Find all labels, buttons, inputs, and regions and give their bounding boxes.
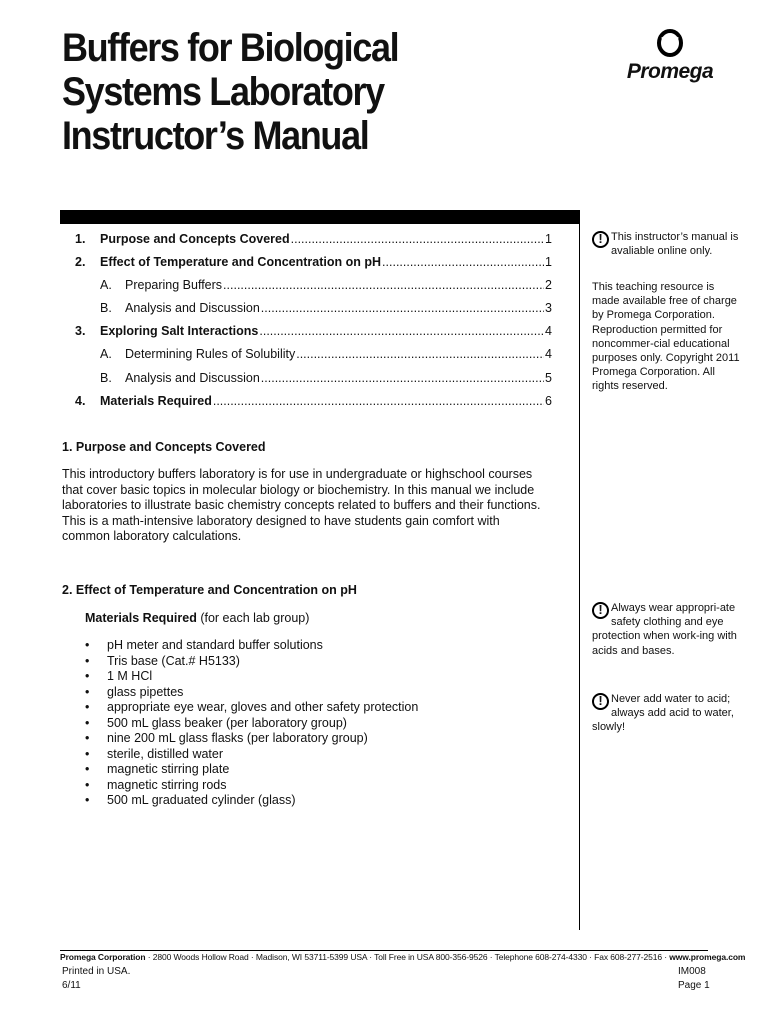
toc-entry[interactable] — [75, 393, 552, 409]
toc-number: 4. — [75, 394, 86, 408]
toc-leader — [296, 346, 544, 362]
materials-list-item: • 500 mL glass beaker (per laboratory group) — [85, 716, 418, 732]
footer-doc-code: IM008 — [678, 966, 706, 977]
toc-page-number: 4 — [545, 347, 552, 361]
materials-required-line — [85, 611, 309, 627]
toc-entry[interactable] — [75, 231, 552, 247]
toc-title: Effect of Temperature and Concentration on pH — [100, 255, 382, 269]
toc-page-number: 1 — [545, 255, 552, 269]
toc-entry[interactable] — [75, 370, 552, 386]
header-rule — [60, 210, 580, 224]
materials-required-suffix: (for each lab group) — [196, 611, 310, 625]
toc-page-number: 6 — [545, 394, 552, 408]
materials-list-item: • sterile, distilled water — [85, 747, 418, 763]
toc-leader — [382, 254, 544, 270]
toc-title: Analysis and Discussion — [125, 301, 260, 315]
toc-title: Preparing Buffers — [125, 278, 223, 292]
logo-text: Promega — [626, 60, 714, 83]
toc-title: Analysis and Discussion — [125, 371, 260, 385]
footer-company: Promega Corporation — [60, 952, 146, 962]
promega-logo-icon — [656, 28, 684, 58]
toc-page-number: 4 — [545, 324, 552, 338]
toc-letter: B. — [100, 301, 112, 315]
sidebar-note-safety — [592, 601, 742, 658]
materials-list-item: • 1 M HCl — [85, 669, 418, 685]
toc-leader — [261, 300, 544, 316]
toc-letter: A. — [100, 278, 112, 292]
toc-page-number: 5 — [545, 371, 552, 385]
exclamation-icon: ! — [592, 602, 609, 619]
document-title: Buffers for Biological Systems Laboratory Instructor’s Manual — [62, 26, 399, 158]
materials-list-item: • magnetic stirring rods — [85, 778, 418, 794]
exclamation-icon: ! — [592, 693, 609, 710]
toc-page-number: 3 — [545, 301, 552, 315]
sidebar-note-online-text: This instructor’s manual is avaliable online only. — [611, 231, 739, 258]
footer-address — [60, 952, 745, 962]
toc-number: 2. — [75, 255, 86, 269]
materials-list-item: • glass pipettes — [85, 685, 418, 701]
sidebar-note-acid-text: Never add water to acid; always add acid to water, slowly! — [592, 693, 734, 734]
toc-letter: A. — [100, 347, 112, 361]
toc-entry[interactable] — [75, 300, 552, 316]
toc-letter: B. — [100, 371, 112, 385]
sidebar-note-acid — [592, 692, 742, 735]
footer-website[interactable]: www.promega.com — [669, 952, 746, 962]
toc-page-number: 1 — [545, 232, 552, 246]
toc-title: Materials Required — [100, 394, 212, 408]
toc-title: Exploring Salt Interactions — [100, 324, 259, 338]
toc-entry[interactable] — [75, 254, 552, 270]
toc-page-number: 2 — [545, 278, 552, 292]
section-2-heading: 2. Effect of Temperature and Concentration on pH — [62, 583, 357, 597]
toc-entry[interactable] — [75, 323, 552, 339]
footer-page-number: Page 1 — [678, 980, 710, 991]
toc-number: 1. — [75, 232, 86, 246]
toc-leader — [261, 370, 544, 386]
materials-list-item: • magnetic stirring plate — [85, 762, 418, 778]
footer-date: 6/11 — [62, 980, 81, 991]
toc-entry[interactable] — [75, 346, 552, 362]
materials-list-item: • appropriate eye wear, gloves and other safety protection — [85, 700, 418, 716]
toc-entry[interactable] — [75, 277, 552, 293]
sidebar-note-online — [592, 230, 742, 258]
materials-list-item: • 500 mL graduated cylinder (glass) — [85, 793, 418, 809]
promega-logo — [600, 28, 740, 84]
footer-printed: Printed in USA. — [62, 966, 131, 977]
toc-leader — [223, 277, 544, 293]
toc-leader — [213, 393, 544, 409]
toc-leader — [291, 231, 544, 247]
footer-address-text: · 2800 Woods Hollow Road · Madison, WI 53711-5399 USA · Toll Free in USA 800-356-9526 · Telephone 608-274-4330 · Fax 608-277-2516 · — [145, 952, 670, 962]
sidebar-note-safety-text: Always wear appropri-ate safety clothing and eye protection when work-ing with acids and bases. — [592, 602, 737, 657]
exclamation-icon: ! — [592, 231, 609, 248]
materials-list — [85, 638, 418, 809]
sidebar-note-copyright: This teaching resource is made available free of charge by Promega Corporation. Reproduction permitted for noncommer-cial educational purposes only. Copyright 2011 Promega Corporation. All rights reserved. — [592, 281, 740, 393]
materials-required-label: Materials Required — [85, 611, 197, 625]
materials-list-item: • Tris base (Cat.# H5133) — [85, 654, 418, 670]
materials-list-item: • nine 200 mL glass flasks (per laboratory group) — [85, 731, 418, 747]
section-1-heading: 1. Purpose and Concepts Covered — [62, 440, 266, 454]
section-1-body: This introductory buffers laboratory is for use in undergraduate or highschool courses that cover basic topics in molecular biology or biochemistry. In this manual we include laboratories to illustrate basic chemistry concepts related to buffers and their functions. This is a math-intensive laboratory designed to have students gain comfort with common laboratory calculations. — [62, 467, 541, 543]
materials-list-item: • pH meter and standard buffer solutions — [85, 638, 418, 654]
toc-title: Determining Rules of Solubility — [125, 347, 296, 361]
toc-leader — [259, 323, 544, 339]
toc-number: 3. — [75, 324, 86, 338]
footer-rule — [60, 950, 708, 951]
toc-title: Purpose and Concepts Covered — [100, 232, 290, 246]
sidebar-divider — [579, 224, 580, 930]
